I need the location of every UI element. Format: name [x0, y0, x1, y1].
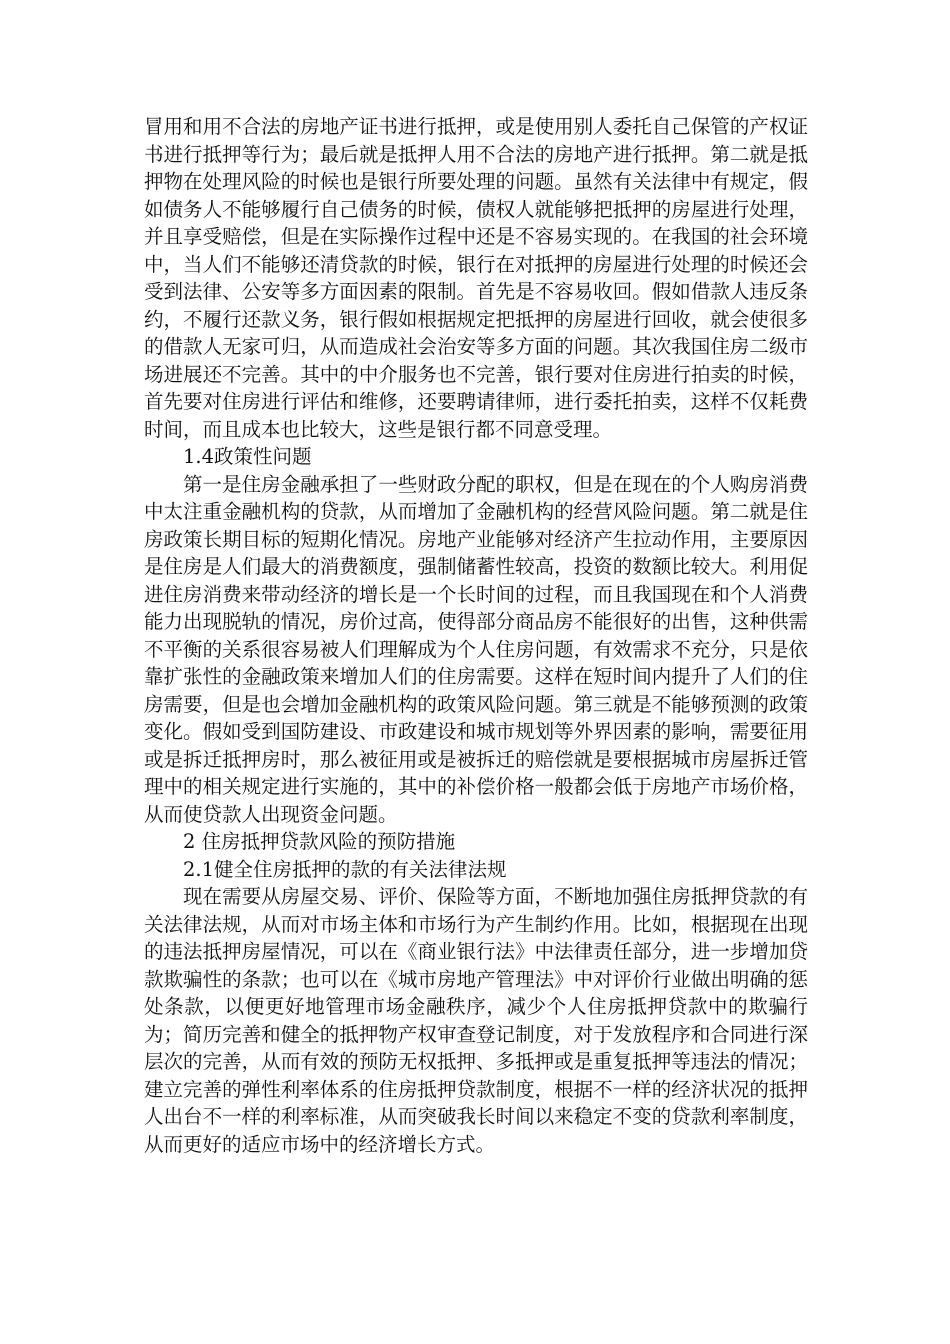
- section-heading-1-4: 1.4政策性问题: [183, 445, 312, 468]
- paragraph-mortgage-disposal-risk: 冒用和用不合法的房地产证书进行抵押，或是使用别人委托自己保管的产权证书进行抵押等行为；最后就是抵押人用不合法的房地产进行抵押。第二就是抵押物在处理风险的时候也是银行所要处理的问题。虽然有关法律中有规定，假如债务人不能够履行自己债务的时候，债权人就能够把抵押的房屋进行处理，并且享受赔偿，但是在实际操作过程中还是不容易实现的。在我国的社会环境中，当人们不能够还清贷款的时候，银行在对抵押的房屋进行处理的时候还会受到法律、公安等多方面因素的限制。首先是不容易收回。假如借款人违反条约，不履行还款义务，银行假如根据规定把抵押的房屋进行回收，就会使很多的借款人无家可归，从而造成社会治安等多方面的问题。其次我国住房二级市场进展还不完善。其中的中介服务也不完善，银行要对住房进行拍卖的时候，首先要对住房进行评估和维修，还要聘请律师，进行委托拍卖，这样不仅耗费时间，而且成本也比较大，这些是银行都不同意受理。: [144, 115, 808, 441]
- section-heading-2-1: 2.1健全住房抵押的款的有关法律法规: [183, 857, 507, 881]
- document-body: [144, 113, 808, 1158]
- paragraph-legal-framework: 现在需要从房屋交易、评价、保险等方面，不断地加强住房抵押贷款的有关法律法规，从而对市场主体和市场行为产生制约作用。比如，根据现在出现的违法抵押房屋情况，可以在《商业银行法》中法律责任部分，进一步增加贷款欺骗性的条款；也可以在《城市房地产管理法》中对评价行业做出明确的惩处条款，以便更好地管理市场金融秩序，减少个人住房抵押贷款中的欺骗行为；简历完善和健全的抵押物产权审查登记制度，对于发放程序和合同进行深层次的完善，从而有效的预防无权抵押、多抵押或是重复抵押等违法的情况；建立完善的弹性利率体系的住房抵押贷款制度，根据不一样的经济状况的抵押人出台不一样的利率标准，从而突破我长时间以来稳定不变的贷款利率制度，从而更好的适应市场中的经济增长方式。: [144, 885, 808, 1156]
- section-heading-2: 2 住房抵押贷款风险的预防措施: [183, 830, 456, 853]
- paragraph-policy-issues: 第一是住房金融承担了一些财政分配的职权，但是在现在的个人购房消费中太注重金融机构的贷款，从而增加了金融机构的经营风险问题。第二就是住房政策长期目标的短期化情况。房地产业能够对经济产生拉动作用，主要原因是住房是人们最大的消费额度，强制储蓄性较高，投资的数额比较大。利用促进住房消费来带动经济的增长是一个长时间的过程，而且我国现在和个人消费能力出现脱轨的情况，房价过高，使得部分商品房不能很好的出售，这种供需不平衡的关系很容易被人们理解成为个人住房问题，有效需求不充分，只是依靠扩张性的金融政策来增加人们的住房需要。这样在短时间内提升了人们的住房需要，但是也会增加金融机构的政策风险问题。第三就是不能够预测的政策变化。假如受到国防建设、市政建设和城市规划等外界因素的影响，需要征用或是拆迁抵押房时，那么被征用或是被拆迁的赔偿就是要根据城市房屋拆迁管理中的相关规定进行实施的，其中的补偿价格一般都会低于房地产市场价格，从而使贷款人出现资金问题。: [144, 472, 808, 826]
